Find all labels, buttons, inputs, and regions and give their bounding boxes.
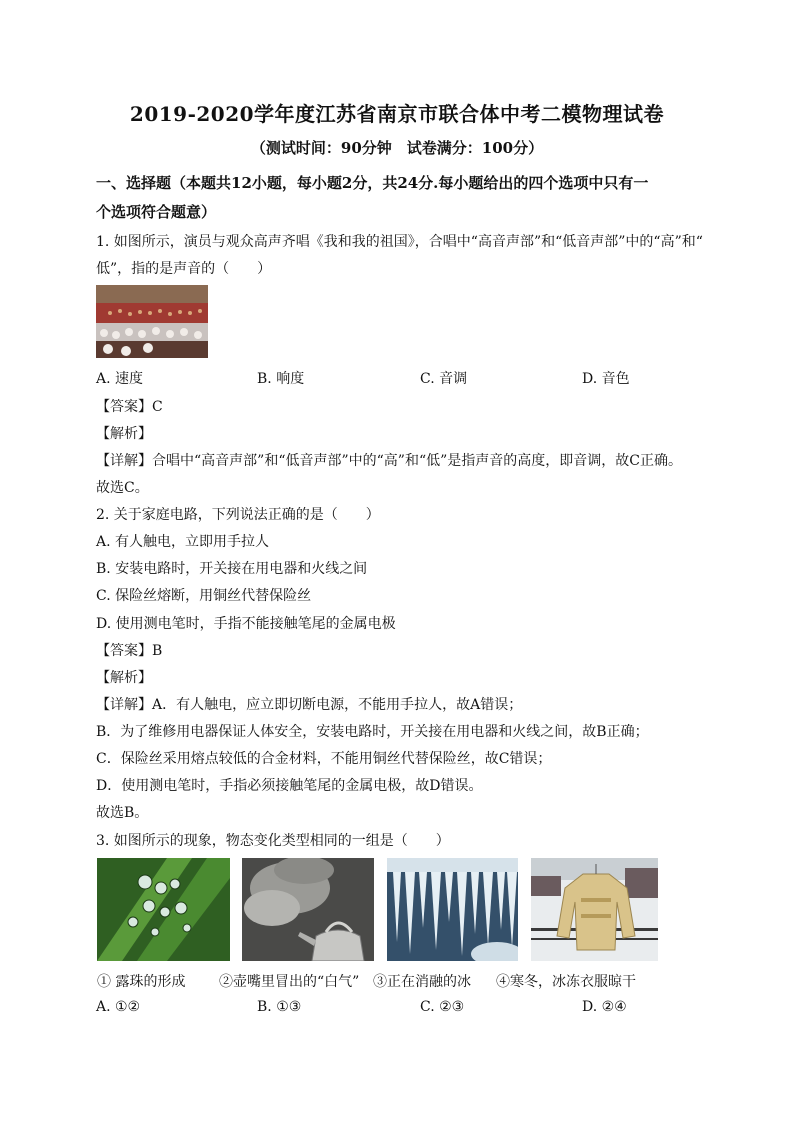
q1-option-b: B. 响度 — [257, 371, 305, 387]
page-subtitle: （测试时间：90分钟 试卷满分：100分） — [250, 139, 544, 157]
q1-stem-line1: 1. 如图所示，演员与观众高声齐唱《我和我的祖国》，合唱中“高音声部”和“低音声部”中的“高”和“ — [96, 234, 703, 250]
q3-option-d: D. ②④ — [582, 999, 627, 1015]
q1-option-d: D. 音色 — [582, 371, 630, 387]
q2-stem: 2. 关于家庭电路，下列说法正确的是（ ） — [96, 507, 380, 523]
q3-stem: 3. 如图所示的现象，物态变化类型相同的一组是（ ） — [96, 833, 450, 849]
q1-answer: 【答案】C — [96, 399, 163, 415]
q3-option-a: A. ①② — [96, 999, 141, 1015]
q2-detail-line: D．使用测电笔时，手指必须接触笔尾的金属电极，故D错误。 — [96, 778, 483, 794]
kettle-steam-photo — [242, 858, 374, 961]
q3-caption-4: ④寒冬，冰冻衣服晾干 — [496, 974, 636, 990]
q2-analysis-label: 【解析】 — [96, 670, 152, 686]
section-heading-line1: 一、选择题（本题共12小题，每小题2分，共24分.每小题给出的四个选项中只有一 — [96, 174, 649, 192]
page-title: 2019-2020学年度江苏省南京市联合体中考二模物理试卷 — [129, 102, 665, 126]
q2-option-a: A. 有人触电，立即用手拉人 — [96, 534, 270, 550]
q3-option-c: C. ②③ — [420, 999, 465, 1015]
q3-option-b: B. ①③ — [257, 999, 302, 1015]
q1-conclusion: 故选C。 — [96, 480, 149, 496]
q2-detail-line: 【详解】A．有人触电，应立即切断电源，不能用手拉人，故A错误； — [96, 697, 523, 713]
section-heading-line2: 个选项符合题意） — [96, 203, 217, 221]
dew-photo — [97, 858, 230, 961]
q2-option-d: D. 使用测电笔时，手指不能接触笔尾的金属电极 — [96, 616, 396, 632]
q1-option-c: C. 音调 — [420, 371, 468, 387]
q1-analysis-label: 【解析】 — [96, 426, 152, 442]
q2-answer: 【答案】B — [96, 643, 163, 659]
frozen-sweater-photo — [531, 858, 658, 961]
q3-caption-1: ① 露珠的形成 — [97, 974, 186, 990]
q2-detail-line: C．保险丝采用熔点较低的合金材料，不能用铜丝代替保险丝，故C错误； — [96, 751, 552, 767]
q2-detail-line: B．为了维修用电器保证人体安全，安装电路时，开关接在用电器和火线之间，故B正确； — [96, 724, 649, 740]
q1-option-a: A. 速度 — [96, 371, 144, 387]
q2-conclusion: 故选B。 — [96, 805, 149, 821]
q2-option-c: C. 保险丝熔断，用铜丝代替保险丝 — [96, 588, 312, 604]
q2-option-b: B. 安装电路时，开关接在用电器和火线之间 — [96, 561, 368, 577]
q1-detail: 【详解】合唱中“高音声部”和“低音声部”中的“高”和“低”是指声音的高度，即音调，故C正确。 — [96, 453, 682, 469]
q3-caption-2: ②壶嘴里冒出的“白气” — [219, 974, 360, 990]
melting-ice-photo — [387, 858, 518, 961]
q1-stem-line2: 低”，指的是声音的（ ） — [96, 261, 272, 277]
q3-caption-3: ③正在消融的冰 — [373, 974, 471, 990]
choir-photo — [96, 285, 208, 358]
